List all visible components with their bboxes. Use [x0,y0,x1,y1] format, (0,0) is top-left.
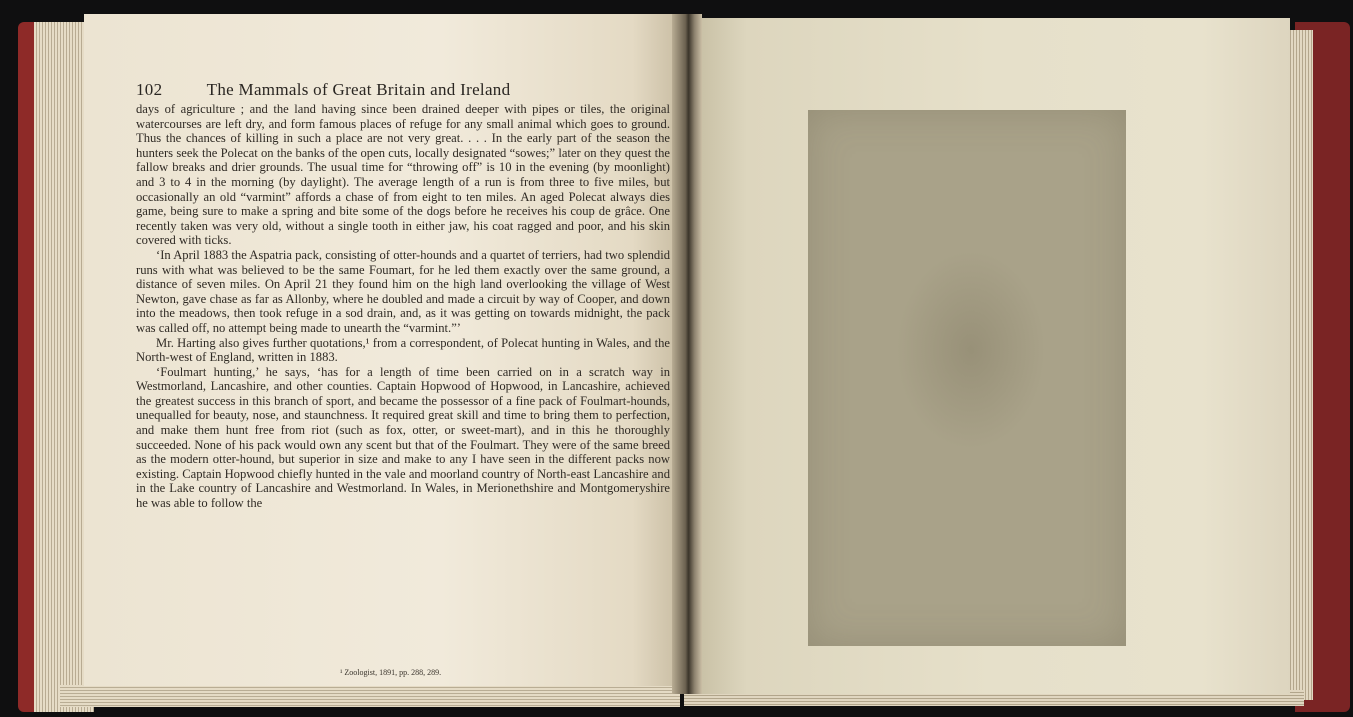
paragraph: ‘In April 1883 the Aspatria pack, consisting of otter-hounds and a quartet of terriers, had two splendid runs with what was believed to be the same Foumart, for he led them exactly over the same ground, a distance of seven miles. On April 21 they found him on the high land overlooking the village of West Newton, gave chase as far as Allonby, where he doubled and made a circuit by way of Cooper, and down into the meadows, then took refuge in a sod drain, and, as it was getting on towards midnight, the pack was called off, no attempt being made to unearth the “varmint.”’ [136,247,670,335]
paragraph: ‘Foulmart hunting,’ he says, ‘has for a length of time been carried on in a scratch way in Westmorland, Lancashire, and other counties. Captain Hopwood of Hopwood, in Lancashire, achieved the greatest success in this branch of sport, and became the possessor of a fine pack of Foulmart-hounds, unequalled for beauty, nose, and staunchness. It required great skill and time to bring them to perfection, and make them hunt free from riot (such as fox, otter, or sweet-mart), and in this he thoroughly succeeded. None of his pack would own any scent but that of the Foulmart. They were of the same breed as the modern otter-hound, but superior in size and make to any I have seen in the different packs now existing. Captain Hopwood chiefly hunted in the vale and moorland country of North-east Lancashire and in the Lake country of Lancashire and Westmorland. In Wales, in Merionethshire and Montgomeryshire he was able to follow the [136,364,670,511]
page-edges-bottom-left [60,685,680,707]
footnote: ¹ Zoologist, 1891, pp. 288, 289. [340,668,442,677]
book-gutter [672,14,702,694]
body-text [136,102,670,511]
book-title: The Mammals of Great Britain and Ireland [206,80,511,99]
page-number: 102 [136,80,163,99]
paragraph: Mr. Harting also gives further quotations,¹ from a correspondent, of Polecat hunting in Wales, and the North-west of England, written in 1883. [136,335,670,365]
running-head [136,80,510,100]
paragraph: days of agriculture ; and the land having since been drained deeper with pipes or tiles, the original watercourses are left dry, and form famous places of refuge for any small animal which goes to ground. Thus the chances of killing in such a place are not very great. . . . In the early part of the season the hunters seek the Polecat on the banks of the open cuts, locally designated “sowes;” later on they quest the fallow breaks and drier grounds. The usual time for “throwing off” is 10 in the evening (by moonlight) and 3 to 4 in the morning (by daylight). The average length of a run is from three to five miles, but occasionally an old “varmint” affords a chase of from eight to ten miles. An aged Polecat always dies game, being sure to make a spring and bite some of the dogs before he receives his coup de grâce. One recently taken was very old, without a single tooth in either jaw, his coat ragged and poor, and his skin covered with ticks. [136,102,670,248]
plate-faded-image [896,250,1046,450]
